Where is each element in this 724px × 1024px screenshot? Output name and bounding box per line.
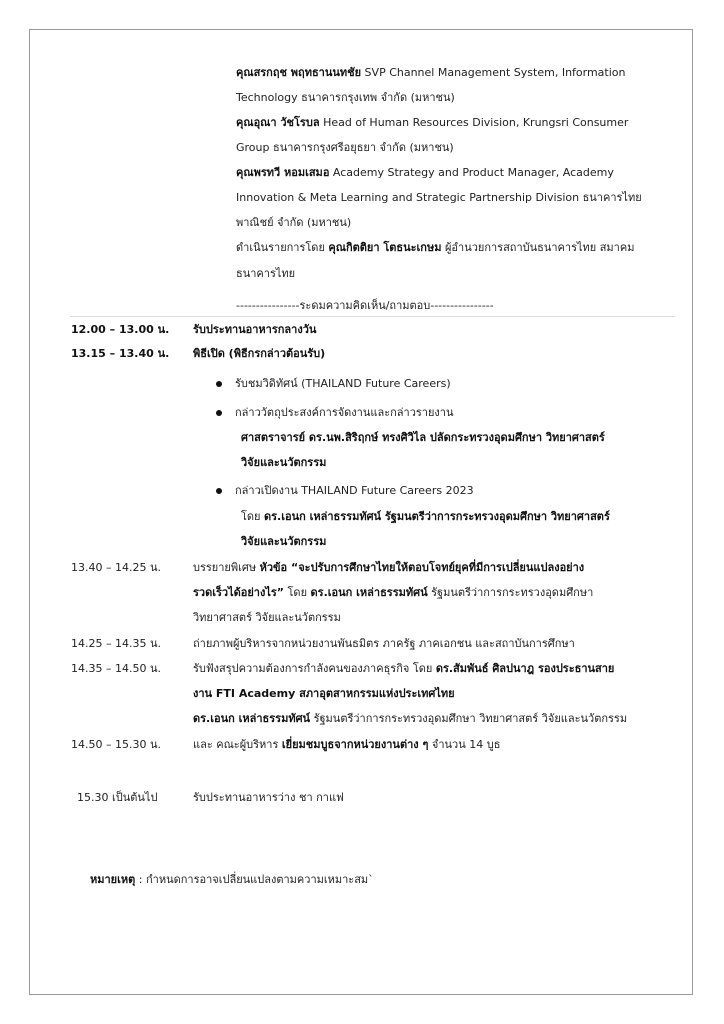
panelist-1-line-1 xyxy=(236,66,626,80)
keynote-speaker: ดร.เอนก เหล่าธรรมทัศน์ xyxy=(310,586,428,599)
time-1425: 14.25 – 14.35 น. xyxy=(71,637,161,650)
time-1450: 14.50 – 15.30 น. xyxy=(71,738,161,751)
panelist-1-title: SVP Channel Management System, Information xyxy=(361,66,626,79)
bullet-video: รับชมวิดิทัศน์ (THAILAND Future Careers) xyxy=(235,377,451,390)
open-speaker-line-2: วิจัยและนวัตกรรม xyxy=(241,535,327,548)
workforce-minister-title: รัฐมนตรีว่าการกระทรวงอุดมศึกษา วิทยาศาสตร์ วิจัยและนวัตกรรม xyxy=(310,712,628,725)
panelist-2-name: คุณอุณา วัชโรบล xyxy=(236,116,320,129)
bullet-dot xyxy=(216,488,222,494)
item-photo: ถ่ายภาพผู้บริหารจากหน่วยงานพันธมิตร ภาครัฐ ภาคเอกชน และสถาบันการศึกษา xyxy=(193,637,575,650)
item-workforce-line-3 xyxy=(193,712,627,726)
panelist-3-title: Academy Strategy and Product Manager, Academy xyxy=(329,166,614,179)
open-speaker-name: ดร.เอนก เหล่าธรรมทัศน์ รัฐมนตรีว่าการกระทรวงอุดมศึกษา วิทยาศาสตร์ xyxy=(264,510,610,523)
keynote-topic-end: รวดเร็วได้อย่างไร” xyxy=(193,586,285,599)
time-1435: 14.35 – 14.50 น. xyxy=(71,662,161,675)
workforce-prefix: รับฟังสรุปความต้องการกำลังคนของภาคธุรกิจ โดย xyxy=(193,662,436,675)
moderator-name: คุณกิตติยา โตธนะเกษม xyxy=(328,241,442,254)
moderator-title: ผู้อำนวยการสถาบันธนาคารไทย สมาคม xyxy=(441,241,635,254)
keynote-prefix: บรรยายพิเศษ xyxy=(193,561,260,574)
item-lunch: รับประทานอาหารกลางวัน xyxy=(193,323,317,336)
workforce-speaker: ดร.สัมพันธ์ ศิลปนาฎ รองประธานสาย xyxy=(435,662,615,675)
footnote-label: หมายเหตุ xyxy=(90,873,136,886)
keynote-by: โดย xyxy=(284,586,311,599)
bullet-dot xyxy=(216,410,222,416)
item-workforce-line-2: งาน FTI Academy สภาอุตสาหกรรมแห่งประเทศไทย xyxy=(193,687,455,700)
time-1340: 13.40 – 14.25 น. xyxy=(71,561,161,574)
section-rule xyxy=(70,316,675,317)
panelist-2-title: Head of Human Resources Division, Krungsri Consumer xyxy=(319,116,629,129)
bullet-open-speech: กล่าวเปิดงาน THAILAND Future Careers 2023 xyxy=(235,484,474,497)
item-opening: พิธีเปิด (พิธีกรกล่าวต้อนรับ) xyxy=(193,347,326,360)
item-keynote-line-2 xyxy=(193,586,593,600)
open-speaker-prefix: โดย xyxy=(241,510,264,523)
item-keynote-line-3: วิทยาศาสตร์ วิจัยและนวัตกรรม xyxy=(193,611,341,624)
panelist-3-line-2: Innovation & Meta Learning and Strategic Partnership Division ธนาคารไทย xyxy=(236,191,642,204)
panelist-1-line-2: Technology ธนาคารกรุงเทพ จำกัด (มหาชน) xyxy=(236,91,455,104)
footnote-text: : กำหนดการอาจเปลี่ยนแปลงตามความเหมาะสม` xyxy=(135,873,374,886)
moderator-prefix: ดำเนินรายการโดย xyxy=(236,241,329,254)
workforce-minister: ดร.เอนก เหล่าธรรมทัศน์ xyxy=(193,712,311,725)
keynote-speaker-title: รัฐมนตรีว่าการกระทรวงอุดมศึกษา xyxy=(427,586,594,599)
panelist-3-line-1 xyxy=(236,166,614,180)
item-keynote-line-1 xyxy=(193,561,584,575)
bullet-dot xyxy=(216,381,222,387)
moderator-line-2: ธนาคารไทย xyxy=(236,267,296,280)
panelist-2-line-2: Group ธนาคารกรุงศรีอยุธยา จำกัด (มหาชน) xyxy=(236,141,454,154)
footnote xyxy=(90,873,374,887)
qa-divider: ----------------ระดมความคิดเห็น/ถามตอบ---------------- xyxy=(236,299,494,312)
open-speaker-line-1 xyxy=(241,510,610,524)
report-speaker-line-2: วิจัยและนวัตกรรม xyxy=(241,456,327,469)
time-1530: 15.30 เป็นต้นไป xyxy=(77,791,158,804)
booth-prefix: และ คณะผู้บริหาร xyxy=(193,738,282,751)
panelist-3-name: คุณพรทวี หอมเสมอ xyxy=(236,166,330,179)
panelist-2-line-1 xyxy=(236,116,628,130)
report-speaker-line-1: ศาสตราจารย์ ดร.นพ.สิริฤกษ์ ทรงศิวิไล ปลัดกระทรวงอุดมศึกษา วิทยาศาสตร์ xyxy=(241,431,605,444)
item-snack: รับประทานอาหารว่าง ชา กาแฟ xyxy=(193,791,344,804)
bullet-report: กล่าววัตถุประสงค์การจัดงานและกล่าวรายงาน xyxy=(235,406,454,419)
time-1315: 13.15 – 13.40 น. xyxy=(71,347,170,360)
item-workforce-line-1 xyxy=(193,662,614,676)
time-1200: 12.00 – 13.00 น. xyxy=(71,323,170,336)
item-booth-visit xyxy=(193,738,500,752)
panelist-1-name: คุณสรกฤช พฤทธานนทชัย xyxy=(236,66,362,79)
moderator-line-1 xyxy=(236,241,634,255)
panelist-3-line-3: พาณิชย์ จำกัด (มหาชน) xyxy=(236,216,352,229)
booth-count: จำนวน 14 บูธ xyxy=(428,738,501,751)
keynote-topic: หัวข้อ “จะปรับการศึกษาไทยให้ตอบโจทย์ยุคที่มีการเปลี่ยนแปลงอย่าง xyxy=(259,561,585,574)
booth-visit-title: เยี่ยมชมบูธจากหน่วยงานต่าง ๆ xyxy=(281,738,429,751)
